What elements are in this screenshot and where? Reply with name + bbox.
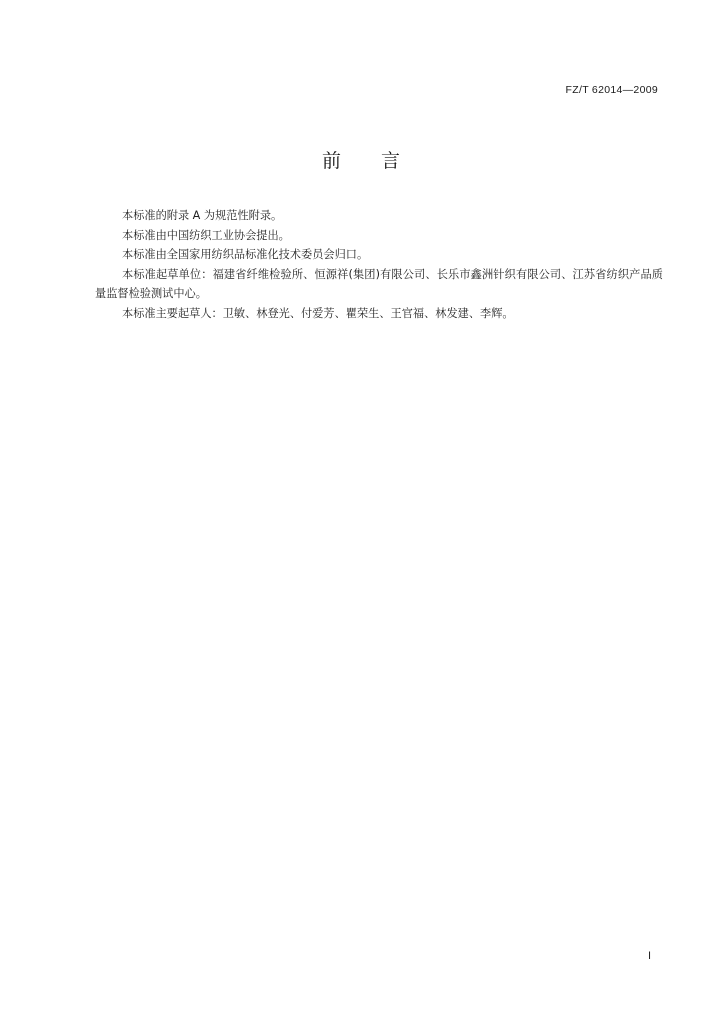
page-number: I [647,950,651,962]
paragraph-committee: 本标准由全国家用纺织品标准化技术委员会归口。 [122,248,369,262]
page-title [0,146,722,173]
title-char-1: 前 [321,150,341,172]
standard-code: FZ/T 62014—2009 [565,84,658,96]
paragraph-drafting-units: 本标准起草单位：福建省纤维检验所、恒源祥(集团)有限公司、长乐市鑫洲针织有限公司、江苏省纺织产品质量监督检验测试中心。 [95,267,663,301]
paragraph-annex: 本标准的附录 A 为规范性附录。 [122,209,283,222]
foreword-body [95,206,663,324]
title-char-2: 言 [381,150,401,172]
paragraph-proposer: 本标准由中国纺织工业协会提出。 [122,228,290,242]
paragraph-drafters: 本标准主要起草人：卫敏、林登光、付爱芳、瞿荣生、王官福、林发建、李辉。 [122,306,514,320]
